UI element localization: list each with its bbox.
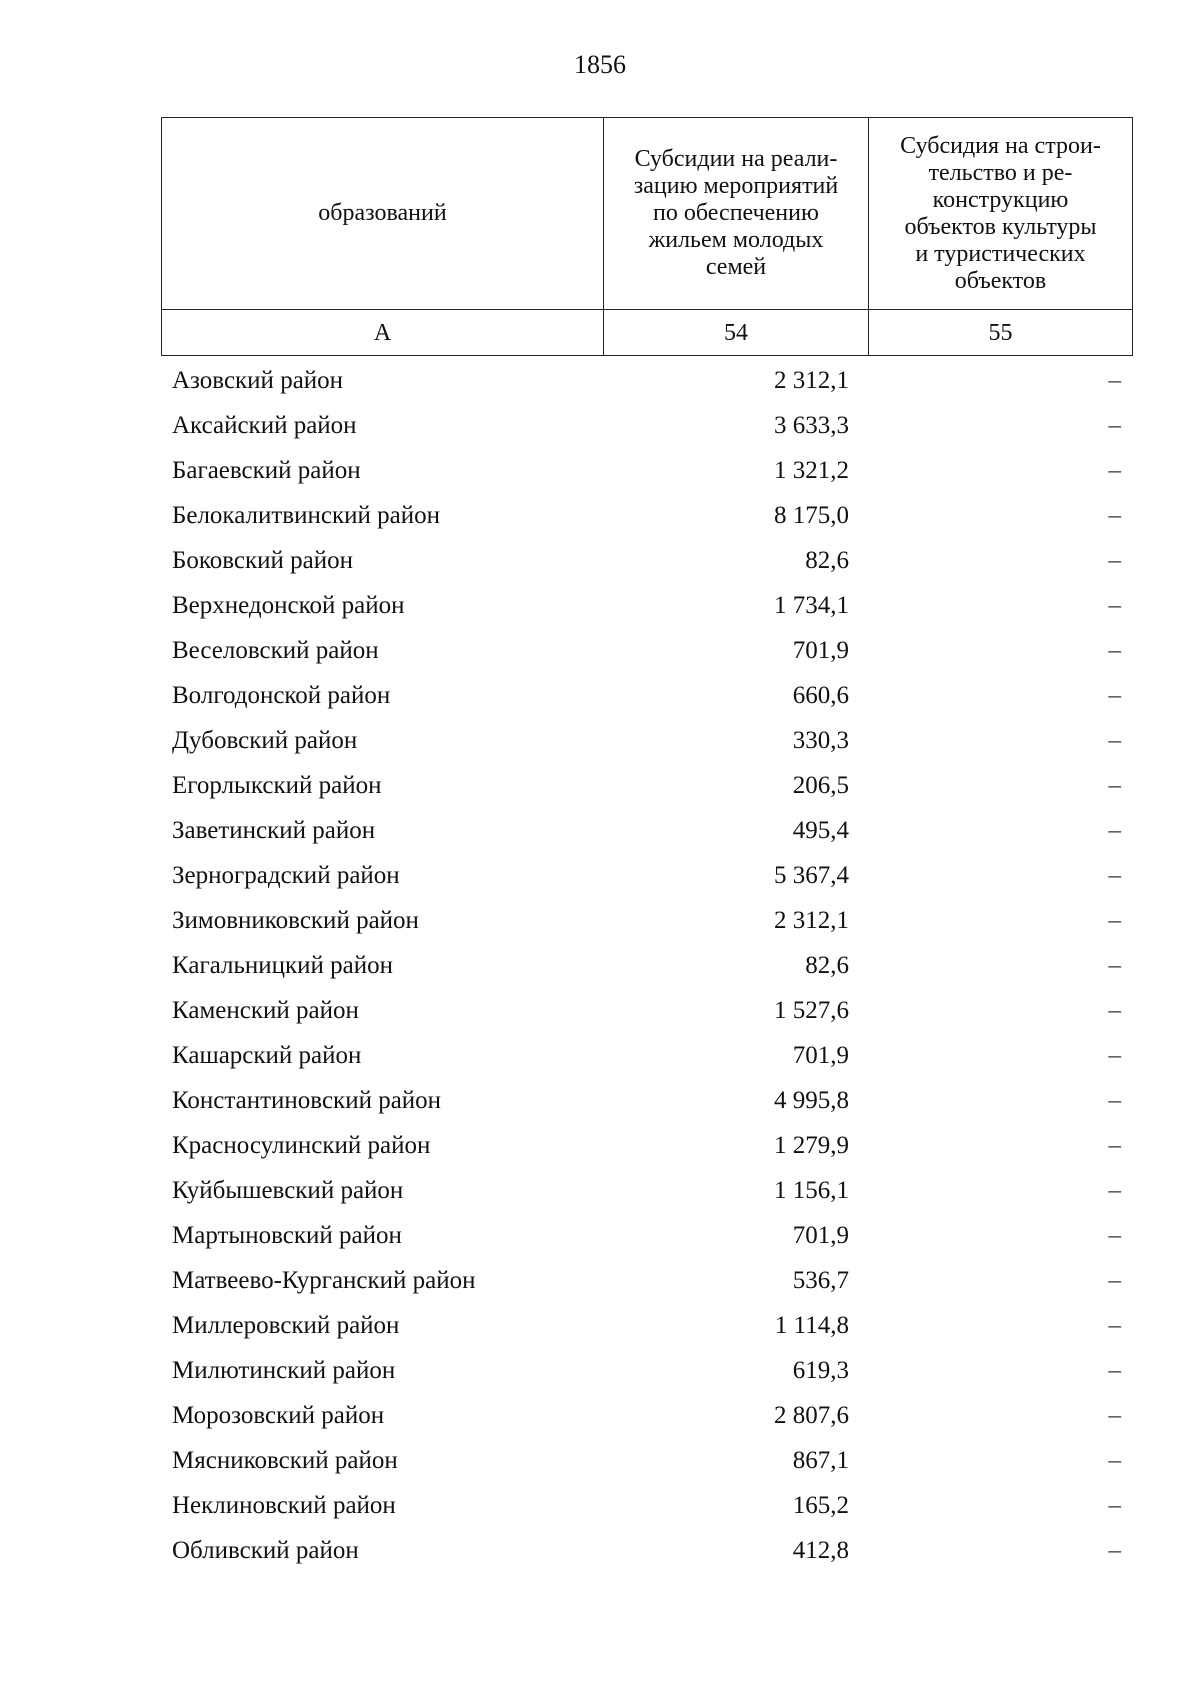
- table-row: [161, 358, 1132, 403]
- culture-construction-subsidy-value: –: [1108, 592, 1121, 619]
- table-row: [161, 988, 1132, 1033]
- district-name: Неклиновский район: [172, 1492, 396, 1519]
- table-row: [161, 1303, 1132, 1348]
- district-name: Морозовский район: [172, 1402, 385, 1429]
- district-name: Красносулинский район: [172, 1132, 431, 1159]
- culture-construction-subsidy-value: –: [1108, 727, 1121, 754]
- youth-housing-subsidy-value: 82,6: [805, 547, 849, 574]
- district-name: Белокалитвинский район: [172, 502, 440, 529]
- culture-construction-subsidy-value: –: [1108, 952, 1121, 979]
- table-row: [161, 538, 1132, 583]
- table-row: [161, 1483, 1132, 1528]
- district-name: Боковский район: [172, 547, 353, 574]
- district-name: Кашарский район: [172, 1042, 362, 1069]
- table-row: [161, 718, 1132, 763]
- table-row: [161, 1078, 1132, 1123]
- culture-construction-subsidy-value: –: [1108, 817, 1121, 844]
- youth-housing-subsidy-value: 1 279,9: [774, 1132, 849, 1159]
- youth-housing-subsidy-value: 82,6: [805, 952, 849, 979]
- culture-construction-subsidy-value: –: [1108, 457, 1121, 484]
- header-row: [162, 118, 1133, 310]
- district-name: Константиновский район: [172, 1087, 442, 1114]
- culture-construction-subsidy-value: –: [1108, 1042, 1121, 1069]
- table-row: [161, 943, 1132, 988]
- culture-construction-subsidy-value: –: [1108, 1357, 1121, 1384]
- table-row: [161, 673, 1132, 718]
- youth-housing-subsidy-value: 619,3: [792, 1357, 849, 1384]
- table-row: [161, 1258, 1132, 1303]
- district-name: Зерноградский район: [172, 862, 400, 889]
- table-row: [161, 898, 1132, 943]
- district-name: Каменский район: [172, 997, 359, 1024]
- header-municipality: образований: [162, 118, 604, 310]
- culture-construction-subsidy-value: –: [1108, 1177, 1121, 1204]
- youth-housing-subsidy-value: 5 367,4: [774, 862, 849, 889]
- district-name: Мясниковский район: [172, 1447, 398, 1474]
- district-name: Веселовский район: [172, 637, 379, 664]
- table-row: [161, 628, 1132, 673]
- youth-housing-subsidy-value: 206,5: [792, 772, 849, 799]
- culture-construction-subsidy-value: –: [1108, 1267, 1121, 1294]
- district-name: Куйбышевский район: [172, 1177, 404, 1204]
- header-youth-housing-subsidy: Субсидии на реали- зацию мероприятий по обеспечению жильем молодых семей: [604, 118, 869, 310]
- youth-housing-subsidy-value: 330,3: [792, 727, 849, 754]
- culture-construction-subsidy-value: –: [1108, 997, 1121, 1024]
- youth-housing-subsidy-value: 2 312,1: [774, 367, 849, 394]
- culture-construction-subsidy-value: –: [1108, 862, 1121, 889]
- district-name: Егорлыкский район: [172, 772, 382, 799]
- culture-construction-subsidy-value: –: [1108, 502, 1121, 529]
- district-name: Зимовниковский район: [172, 907, 419, 934]
- header-culture-construction-subsidy: Субсидия на строи- тельство и ре- конструкцию объектов культуры и туристических объектов: [869, 118, 1133, 310]
- culture-construction-subsidy-value: –: [1108, 1492, 1121, 1519]
- district-name: Верхнедонской район: [172, 592, 405, 619]
- table-row: [161, 1213, 1132, 1258]
- page-number: 1856: [574, 50, 626, 79]
- district-name: Обливский район: [172, 1537, 359, 1564]
- table-row: [161, 1438, 1132, 1483]
- table-row: [161, 1348, 1132, 1393]
- culture-construction-subsidy-value: –: [1108, 1087, 1121, 1114]
- table-row: [161, 1123, 1132, 1168]
- culture-construction-subsidy-value: –: [1108, 367, 1121, 394]
- youth-housing-subsidy-value: 1 321,2: [774, 457, 849, 484]
- youth-housing-subsidy-value: 1 156,1: [774, 1177, 849, 1204]
- district-name: Кагальницкий район: [172, 952, 394, 979]
- table-body: [161, 358, 1132, 1573]
- column-numbering-row: [162, 310, 1133, 356]
- youth-housing-subsidy-value: 4 995,8: [774, 1087, 849, 1114]
- culture-construction-subsidy-value: –: [1108, 1447, 1121, 1474]
- youth-housing-subsidy-value: 1 734,1: [774, 592, 849, 619]
- district-name: Волгодонской район: [172, 682, 391, 709]
- district-name: Мартыновский район: [172, 1222, 402, 1249]
- youth-housing-subsidy-value: 3 633,3: [774, 412, 849, 439]
- column-number-a: А: [162, 310, 604, 356]
- youth-housing-subsidy-value: 2 312,1: [774, 907, 849, 934]
- district-name: Аксайский район: [172, 412, 357, 439]
- table-row: [161, 583, 1132, 628]
- column-number-54: 54: [604, 310, 869, 356]
- district-name: Милютинский район: [172, 1357, 396, 1384]
- table-row: [161, 493, 1132, 538]
- culture-construction-subsidy-value: –: [1108, 412, 1121, 439]
- culture-construction-subsidy-value: –: [1108, 907, 1121, 934]
- youth-housing-subsidy-value: 536,7: [792, 1267, 849, 1294]
- youth-housing-subsidy-value: 1 114,8: [774, 1312, 849, 1339]
- district-name: Миллеровский район: [172, 1312, 400, 1339]
- table-row: [161, 403, 1132, 448]
- culture-construction-subsidy-value: –: [1108, 772, 1121, 799]
- youth-housing-subsidy-value: 165,2: [792, 1492, 849, 1519]
- district-name: Заветинский район: [172, 817, 376, 844]
- culture-construction-subsidy-value: –: [1108, 682, 1121, 709]
- youth-housing-subsidy-value: 412,8: [792, 1537, 849, 1564]
- youth-housing-subsidy-value: 701,9: [792, 1042, 849, 1069]
- youth-housing-subsidy-value: 1 527,6: [774, 997, 849, 1024]
- youth-housing-subsidy-value: 701,9: [792, 637, 849, 664]
- table-row: [161, 1033, 1132, 1078]
- table-row: [161, 853, 1132, 898]
- table-row: [161, 1393, 1132, 1438]
- youth-housing-subsidy-value: 8 175,0: [774, 502, 849, 529]
- culture-construction-subsidy-value: –: [1108, 637, 1121, 664]
- youth-housing-subsidy-value: 701,9: [792, 1222, 849, 1249]
- district-name: Дубовский район: [172, 727, 358, 754]
- youth-housing-subsidy-value: 867,1: [792, 1447, 849, 1474]
- youth-housing-subsidy-value: 2 807,6: [774, 1402, 849, 1429]
- district-name: Багаевский район: [172, 457, 361, 484]
- table-row: [161, 448, 1132, 493]
- district-name: Матвеево-Курганский район: [172, 1267, 476, 1294]
- column-number-55: 55: [869, 310, 1133, 356]
- district-name: Азовский район: [172, 367, 344, 394]
- culture-construction-subsidy-value: –: [1108, 1537, 1121, 1564]
- table-row: [161, 763, 1132, 808]
- table-header: [161, 117, 1133, 356]
- culture-construction-subsidy-value: –: [1108, 1312, 1121, 1339]
- youth-housing-subsidy-value: 660,6: [792, 682, 849, 709]
- culture-construction-subsidy-value: –: [1108, 1402, 1121, 1429]
- culture-construction-subsidy-value: –: [1108, 1222, 1121, 1249]
- culture-construction-subsidy-value: –: [1108, 547, 1121, 574]
- table-row: [161, 1528, 1132, 1573]
- youth-housing-subsidy-value: 495,4: [792, 817, 849, 844]
- table-row: [161, 808, 1132, 853]
- culture-construction-subsidy-value: –: [1108, 1132, 1121, 1159]
- table-row: [161, 1168, 1132, 1213]
